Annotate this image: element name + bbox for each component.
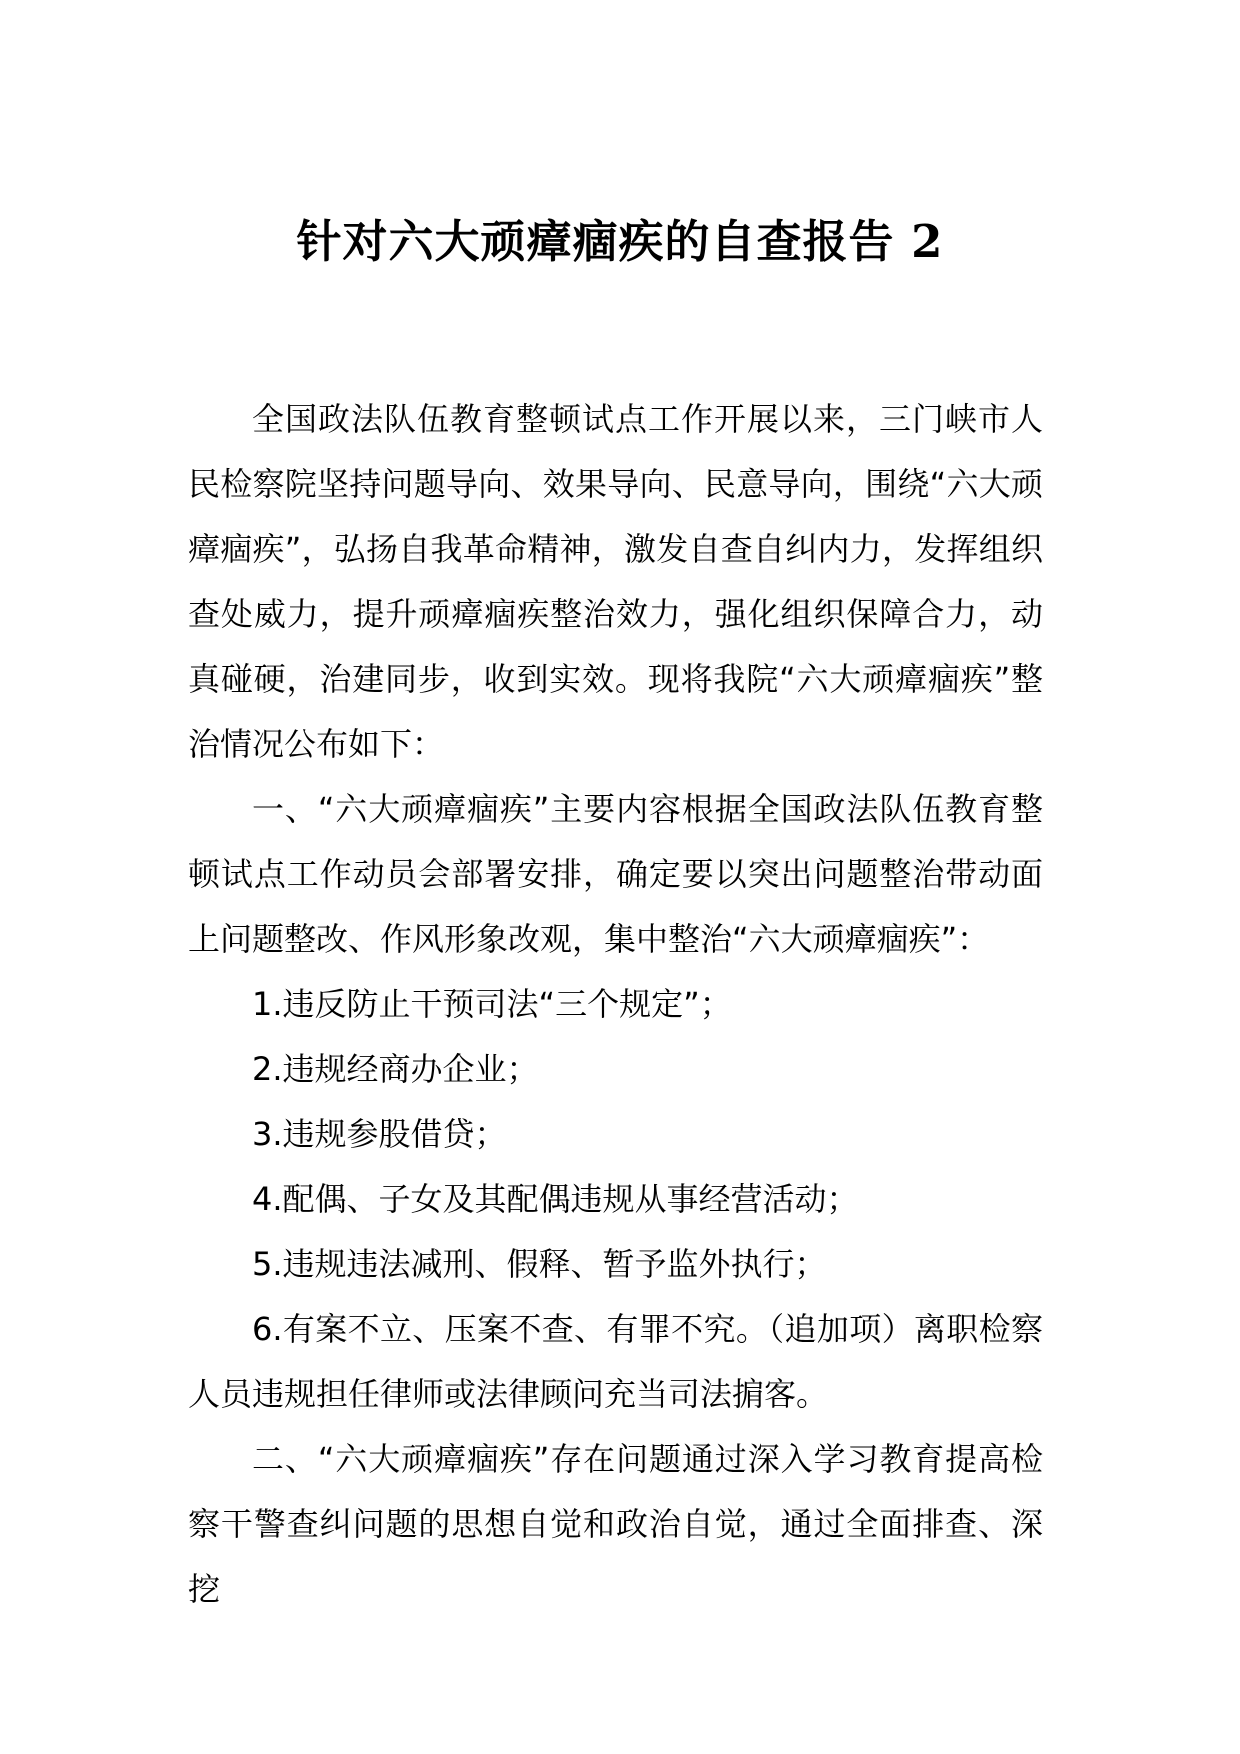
- list-item-2: 2.违规经商办企业；: [252, 1050, 539, 1088]
- document-body: [188, 387, 1043, 1622]
- document-title: 针对六大顽瘴痼疾的自查报告 2: [296, 215, 944, 268]
- paragraph-intro: 全国政法队伍教育整顿试点工作开展以来，三门峡市人民检察院坚持问题导向、效果导向、民意导向，围绕“六大顽瘴痼疾”，弘扬自我革命精神，激发自查自纠内力，发挥组织查处威力，提升顽瘴痼疾整治效力，强化组织保障合力，动真碰硬，治建同步，收到实效。现将我院“六大顽瘴痼疾”整治情况公布如下：: [188, 400, 1043, 763]
- list-item-6: 6.有案不立、压案不查、有罪不究。（追加项）离职检察人员违规担任律师或法律顾问充当司法掮客。: [188, 1310, 1043, 1413]
- list-item-1: 1.违反防止干预司法“三个规定”；: [252, 985, 732, 1023]
- paragraph-section-two: 二、“六大顽瘴痼疾”存在问题通过深入学习教育提高检察干警查纠问题的思想自觉和政治自觉，通过全面排查、深挖: [188, 1440, 1043, 1608]
- list-item-3: 3.违规参股借贷；: [252, 1115, 507, 1153]
- list-item-5: 5.违规违法减刑、假释、暂予监外执行；: [252, 1245, 827, 1283]
- list-item-4: 4.配偶、子女及其配偶违规从事经营活动；: [252, 1180, 859, 1218]
- paragraph-section-one: 一、“六大顽瘴痼疾”主要内容根据全国政法队伍教育整顿试点工作动员会部署安排，确定要以突出问题整治带动面上问题整改、作风形象改观，集中整治“六大顽瘴痼疾”：: [188, 790, 1043, 958]
